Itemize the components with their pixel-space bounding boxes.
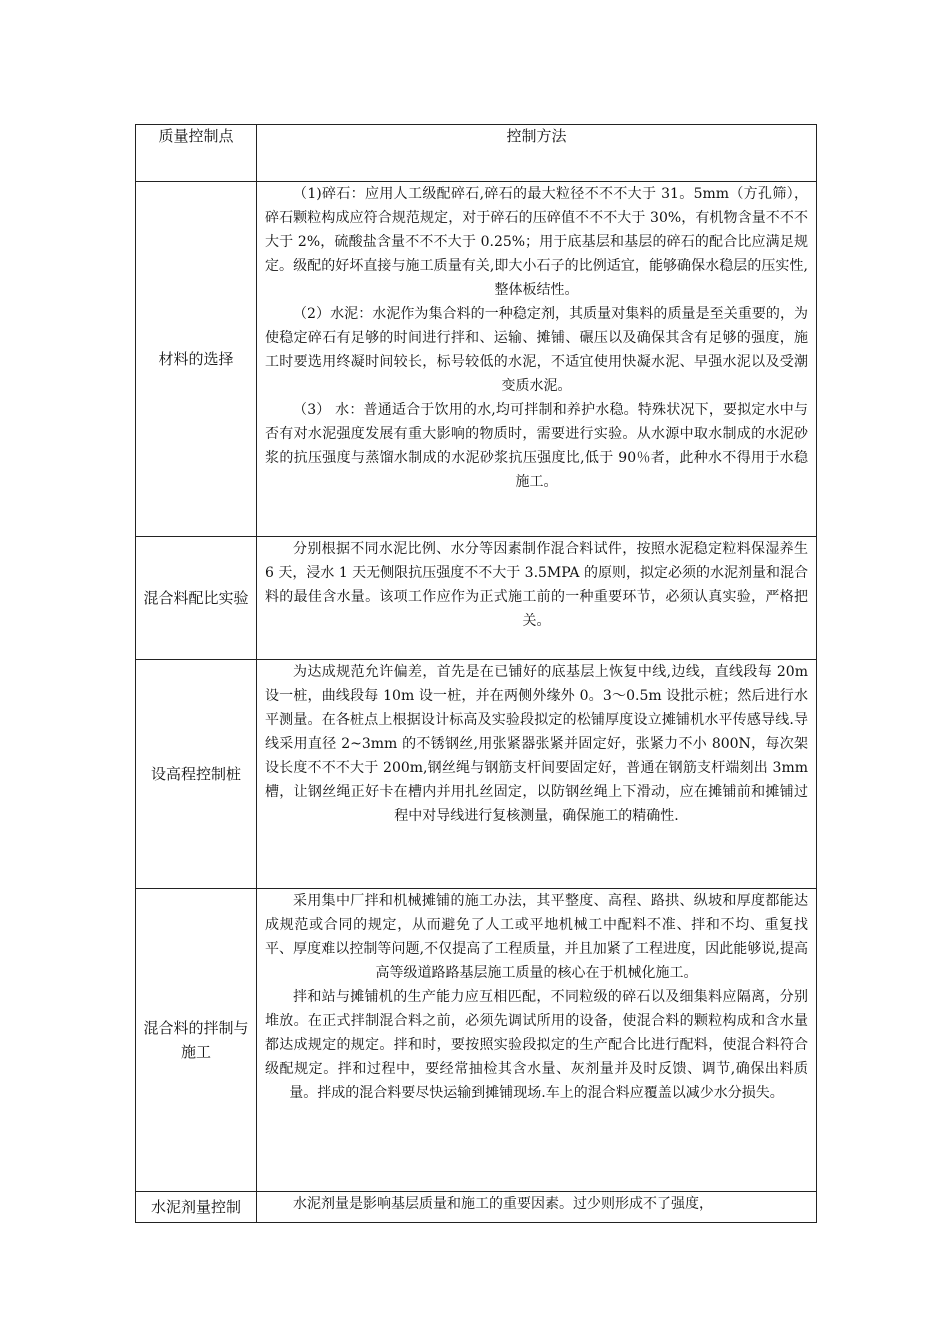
row-content <box>257 537 817 660</box>
paragraph: 采用集中厂拌和机械摊铺的施工办法，其平整度、高程、路拱、纵坡和厚度都能达成规范或合同的规定，从而避免了人工或平地机械工中配料不准、拌和不均、重复找平、厚度难以控制等问题,不仅提高了工程质量，并且加紧了工程进度，因此能够说,提高高等级道路路基层施工质量的核心在于机械化施工。 <box>265 893 808 981</box>
row-label: 混合料配比实验 <box>136 537 257 660</box>
header-control-point: 质量控制点 <box>136 125 257 182</box>
paragraph: 拌和站与摊铺机的生产能力应互相匹配，不同粒级的碎石以及细集料应隔离，分别堆放。在正式拌制混合料之前，必须先调试所用的设备，使混合料的颗粒构成和含水量都达成规定的规定。拌和时，要按照实验段拟定的生产配合比进行配料，使混合料符合级配规定。拌和过程中，要经常抽检其含水量、灰剂量并及时反馈、调节,确保出料质量。拌成的混合料要尽快运输到摊铺现场.车上的混合料应覆盖以减少水分损失。 <box>265 989 808 1101</box>
quality-control-table <box>135 124 817 1223</box>
paragraph: （3） 水：普通适合于饮用的水,均可拌制和养护水稳。特殊状况下，要拟定水中与否有对水泥强度发展有重大影响的物质时，需要进行实验。从水源中取水制成的水泥砂浆的抗压强度与蒸馏水制成的水泥砂浆抗压强度比,低于 90％者，此种水不得用于水稳施工。 <box>265 402 808 490</box>
paragraph: （1)碎石：应用人工级配碎石,碎石的最大粒径不不不大于 31。5mm（方孔筛），碎石颗粒构成应符合规范规定，对于碎石的压碎值不不不大于 30%，有机物含量不不不大于 2%，硫酸盐含量不不不大于 0.25%；用于底基层和基层的碎石的配合比应满足规定。级配的好坏直接与施工质量有关,即大小石子的比例适宜，能够确保水稳层的压实性,整体板结性。 <box>265 186 808 298</box>
row-label: 混合料的拌制与施工 <box>136 889 257 1192</box>
table-row <box>136 889 817 1192</box>
table-row <box>136 537 817 660</box>
paragraph: （2）水泥：水泥作为集合料的一种稳定剂，其质量对集料的质量是至关重要的，为使稳定碎石有足够的时间进行拌和、运输、摊铺、碾压以及确保其含有足够的强度，施工时要选用终凝时间较长，标号较低的水泥，不适宜使用快凝水泥、早强水泥以及受潮变质水泥。 <box>265 306 808 394</box>
row-content <box>257 660 817 889</box>
paragraph: 为达成规范允许偏差，首先是在已铺好的底基层上恢复中线,边线，直线段每 20m 设一桩，曲线段每 10m 设一桩，并在两侧外缘外 0。3～0.5m 设批示桩；然后进行水平测量。在各桩点上根据设计标高及实验段拟定的松铺厚度设立摊铺机水平传感导线.导线采用直径 2~3mm 的不锈钢丝,用张紧器张紧并固定好，张紧力不小 800N，每次架设长度不不不大于 200m,钢丝绳与钢筋支杆间要固定好，普通在钢筋支杆端刻出 3mm 槽，让钢丝绳正好卡在槽内并用扎丝固定，以防钢丝绳上下滑动，应在摊铺前和摊铺过程中对导线进行复核测量，确保施工的精确性. <box>265 664 808 824</box>
row-label: 材料的选择 <box>136 182 257 537</box>
paragraph: 水泥剂量是影响基层质量和施工的重要因素。过少则形成不了强度， <box>293 1196 713 1212</box>
paragraph: 分别根据不同水泥比例、水分等因素制作混合料试件，按照水泥稳定粒料保湿养生 6 天，浸水 1 天无侧限抗压强度不不大于 3.5MPA 的原则，拟定必须的水泥剂量和混合料的最佳含水量。该项工作应作为正式施工前的一种重要环节，必须认真实验，严格把关。 <box>265 541 808 629</box>
table-row <box>136 182 817 537</box>
row-label: 水泥剂量控制 <box>136 1192 257 1223</box>
row-content <box>257 889 817 1192</box>
row-content <box>257 1192 817 1223</box>
header-control-method: 控制方法 <box>257 125 817 182</box>
table-row <box>136 1192 817 1223</box>
table-header-row <box>136 125 817 182</box>
table-row <box>136 660 817 889</box>
row-content <box>257 182 817 537</box>
row-label: 设高程控制桩 <box>136 660 257 889</box>
